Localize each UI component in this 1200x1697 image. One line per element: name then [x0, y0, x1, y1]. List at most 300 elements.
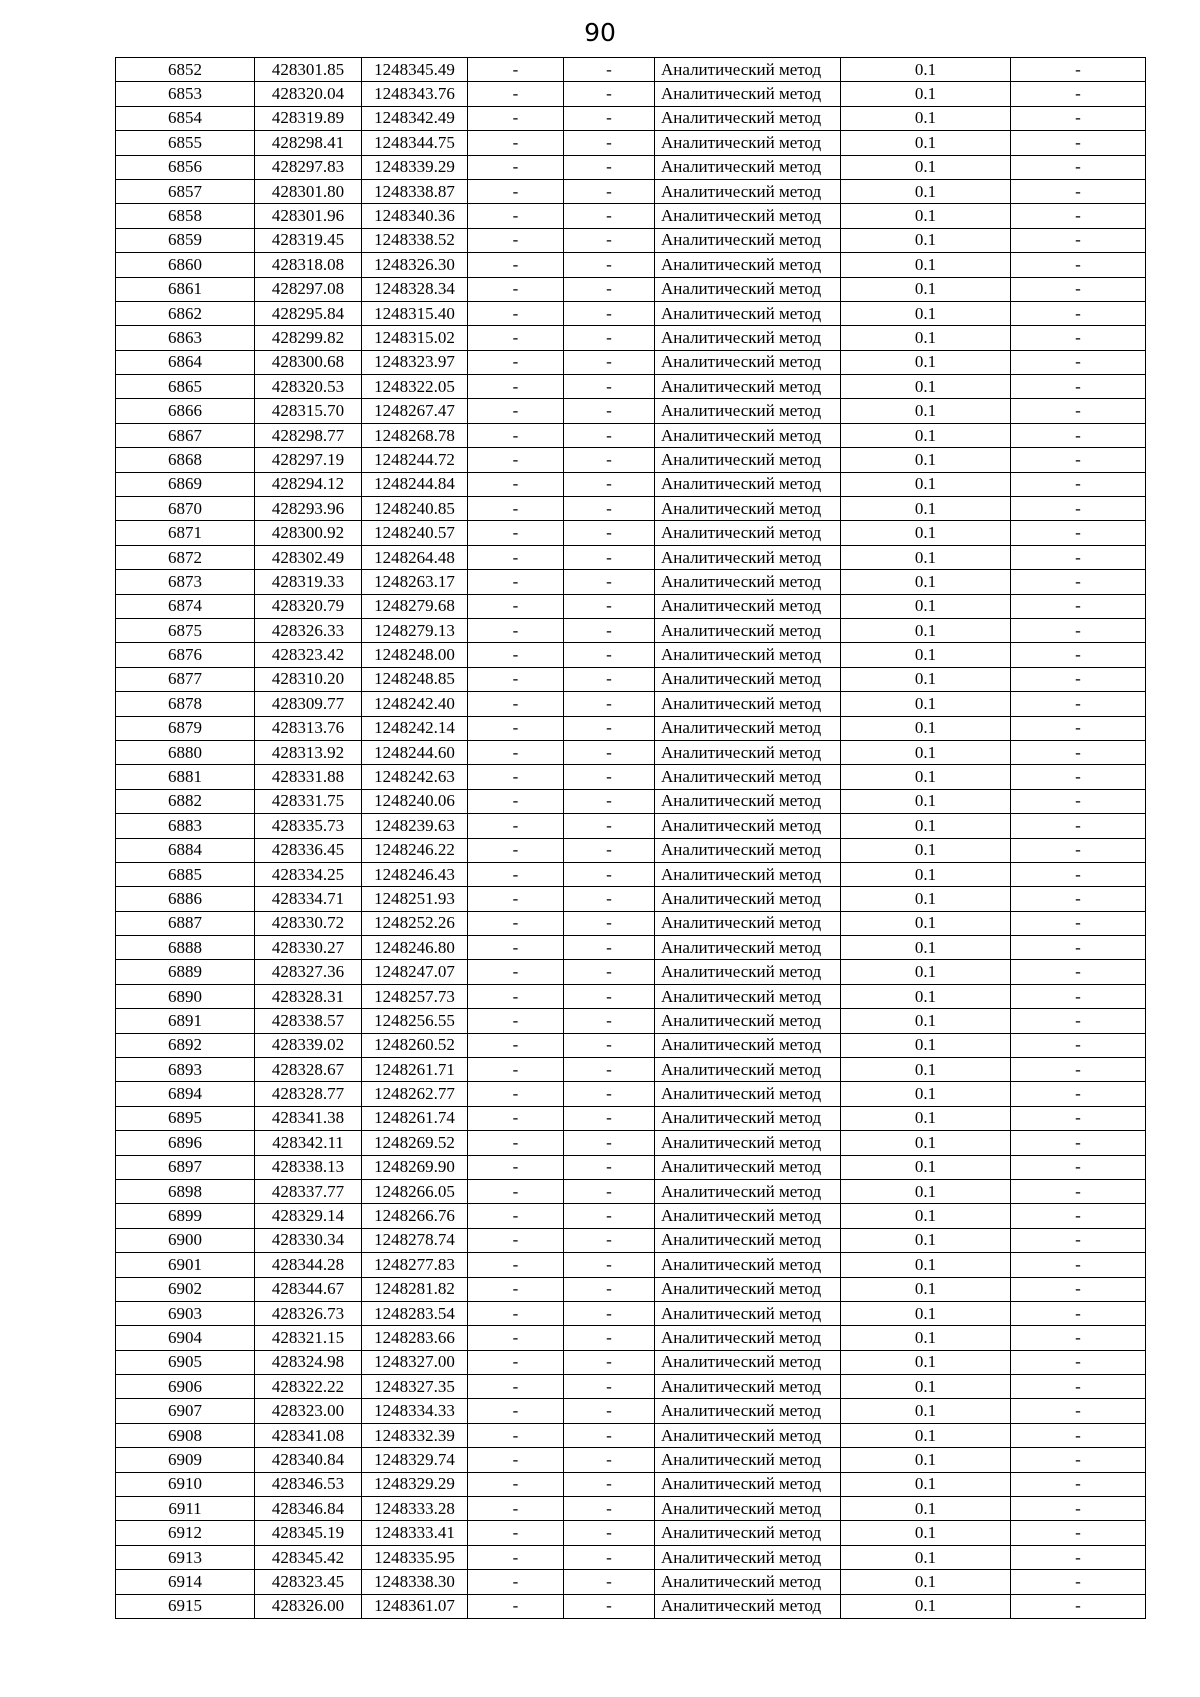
method-cell: Аналитический метод — [655, 253, 841, 277]
empty-cell-3: - — [1011, 521, 1146, 545]
precision-cell: 0.1 — [841, 716, 1011, 740]
x-coordinate-cell: 428342.11 — [255, 1131, 362, 1155]
point-number-cell: 6868 — [116, 448, 255, 472]
x-coordinate-cell: 428346.53 — [255, 1472, 362, 1496]
point-number-cell: 6912 — [116, 1521, 255, 1545]
table-row — [116, 814, 1146, 838]
empty-cell-1: - — [468, 131, 564, 155]
x-coordinate-cell: 428297.83 — [255, 155, 362, 179]
precision-cell: 0.1 — [841, 1350, 1011, 1374]
table-row — [116, 765, 1146, 789]
table-row — [116, 350, 1146, 374]
empty-cell-3: - — [1011, 1570, 1146, 1594]
y-coordinate-cell: 1248338.30 — [362, 1570, 468, 1594]
empty-cell-3: - — [1011, 643, 1146, 667]
empty-cell-3: - — [1011, 179, 1146, 203]
table-row — [116, 545, 1146, 569]
x-coordinate-cell: 428328.77 — [255, 1082, 362, 1106]
y-coordinate-cell: 1248278.74 — [362, 1228, 468, 1252]
point-number-cell: 6864 — [116, 350, 255, 374]
y-coordinate-cell: 1248332.39 — [362, 1423, 468, 1447]
empty-cell-2: - — [564, 399, 655, 423]
point-number-cell: 6915 — [116, 1594, 255, 1618]
precision-cell: 0.1 — [841, 1228, 1011, 1252]
x-coordinate-cell: 428301.85 — [255, 58, 362, 82]
empty-cell-2: - — [564, 1228, 655, 1252]
point-number-cell: 6887 — [116, 911, 255, 935]
method-cell: Аналитический метод — [655, 789, 841, 813]
empty-cell-1: - — [468, 1375, 564, 1399]
empty-cell-2: - — [564, 423, 655, 447]
table-row — [116, 1204, 1146, 1228]
precision-cell: 0.1 — [841, 1253, 1011, 1277]
precision-cell: 0.1 — [841, 618, 1011, 642]
empty-cell-1: - — [468, 350, 564, 374]
empty-cell-2: - — [564, 740, 655, 764]
method-cell: Аналитический метод — [655, 594, 841, 618]
empty-cell-2: - — [564, 1204, 655, 1228]
y-coordinate-cell: 1248260.52 — [362, 1033, 468, 1057]
method-cell: Аналитический метод — [655, 1155, 841, 1179]
point-number-cell: 6862 — [116, 301, 255, 325]
y-coordinate-cell: 1248327.00 — [362, 1350, 468, 1374]
empty-cell-1: - — [468, 594, 564, 618]
precision-cell: 0.1 — [841, 1521, 1011, 1545]
y-coordinate-cell: 1248246.80 — [362, 936, 468, 960]
precision-cell: 0.1 — [841, 1301, 1011, 1325]
precision-cell: 0.1 — [841, 1131, 1011, 1155]
precision-cell: 0.1 — [841, 643, 1011, 667]
point-number-cell: 6914 — [116, 1570, 255, 1594]
empty-cell-3: - — [1011, 1521, 1146, 1545]
method-cell: Аналитический метод — [655, 692, 841, 716]
x-coordinate-cell: 428346.84 — [255, 1497, 362, 1521]
point-number-cell: 6899 — [116, 1204, 255, 1228]
empty-cell-3: - — [1011, 204, 1146, 228]
empty-cell-1: - — [468, 1033, 564, 1057]
table-row — [116, 984, 1146, 1008]
point-number-cell: 6857 — [116, 179, 255, 203]
y-coordinate-cell: 1248239.63 — [362, 814, 468, 838]
x-coordinate-cell: 428320.79 — [255, 594, 362, 618]
precision-cell: 0.1 — [841, 472, 1011, 496]
empty-cell-3: - — [1011, 301, 1146, 325]
empty-cell-3: - — [1011, 960, 1146, 984]
precision-cell: 0.1 — [841, 1082, 1011, 1106]
empty-cell-3: - — [1011, 667, 1146, 691]
table-row — [116, 1131, 1146, 1155]
empty-cell-2: - — [564, 1423, 655, 1447]
empty-cell-2: - — [564, 692, 655, 716]
method-cell: Аналитический метод — [655, 960, 841, 984]
method-cell: Аналитический метод — [655, 1204, 841, 1228]
point-number-cell: 6910 — [116, 1472, 255, 1496]
point-number-cell: 6896 — [116, 1131, 255, 1155]
empty-cell-2: - — [564, 618, 655, 642]
method-cell: Аналитический метод — [655, 814, 841, 838]
empty-cell-3: - — [1011, 1204, 1146, 1228]
y-coordinate-cell: 1248329.29 — [362, 1472, 468, 1496]
table-row — [116, 399, 1146, 423]
point-number-cell: 6877 — [116, 667, 255, 691]
empty-cell-3: - — [1011, 277, 1146, 301]
empty-cell-2: - — [564, 131, 655, 155]
empty-cell-3: - — [1011, 1253, 1146, 1277]
precision-cell: 0.1 — [841, 375, 1011, 399]
method-cell: Аналитический метод — [655, 1277, 841, 1301]
x-coordinate-cell: 428330.27 — [255, 936, 362, 960]
table-row — [116, 277, 1146, 301]
method-cell: Аналитический метод — [655, 618, 841, 642]
empty-cell-1: - — [468, 911, 564, 935]
point-number-cell: 6898 — [116, 1179, 255, 1203]
empty-cell-1: - — [468, 1082, 564, 1106]
empty-cell-3: - — [1011, 1350, 1146, 1374]
y-coordinate-cell: 1248329.74 — [362, 1448, 468, 1472]
empty-cell-1: - — [468, 301, 564, 325]
point-number-cell: 6894 — [116, 1082, 255, 1106]
y-coordinate-cell: 1248247.07 — [362, 960, 468, 984]
precision-cell: 0.1 — [841, 1423, 1011, 1447]
table-row — [116, 1423, 1146, 1447]
empty-cell-1: - — [468, 1009, 564, 1033]
method-cell: Аналитический метод — [655, 667, 841, 691]
point-number-cell: 6909 — [116, 1448, 255, 1472]
y-coordinate-cell: 1248261.74 — [362, 1106, 468, 1130]
table-row — [116, 838, 1146, 862]
point-number-cell: 6869 — [116, 472, 255, 496]
point-number-cell: 6890 — [116, 984, 255, 1008]
y-coordinate-cell: 1248338.52 — [362, 228, 468, 252]
y-coordinate-cell: 1248268.78 — [362, 423, 468, 447]
empty-cell-3: - — [1011, 1497, 1146, 1521]
empty-cell-1: - — [468, 618, 564, 642]
y-coordinate-cell: 1248322.05 — [362, 375, 468, 399]
y-coordinate-cell: 1248240.85 — [362, 497, 468, 521]
empty-cell-3: - — [1011, 1301, 1146, 1325]
empty-cell-2: - — [564, 155, 655, 179]
y-coordinate-cell: 1248242.63 — [362, 765, 468, 789]
table-row — [116, 1228, 1146, 1252]
empty-cell-3: - — [1011, 814, 1146, 838]
x-coordinate-cell: 428297.19 — [255, 448, 362, 472]
table-row — [116, 692, 1146, 716]
point-number-cell: 6908 — [116, 1423, 255, 1447]
method-cell: Аналитический метод — [655, 716, 841, 740]
y-coordinate-cell: 1248333.41 — [362, 1521, 468, 1545]
point-number-cell: 6897 — [116, 1155, 255, 1179]
method-cell: Аналитический метод — [655, 228, 841, 252]
point-number-cell: 6895 — [116, 1106, 255, 1130]
y-coordinate-cell: 1248244.72 — [362, 448, 468, 472]
empty-cell-3: - — [1011, 984, 1146, 1008]
empty-cell-1: - — [468, 448, 564, 472]
y-coordinate-cell: 1248315.02 — [362, 326, 468, 350]
x-coordinate-cell: 428338.57 — [255, 1009, 362, 1033]
empty-cell-1: - — [468, 326, 564, 350]
empty-cell-3: - — [1011, 1155, 1146, 1179]
precision-cell: 0.1 — [841, 1545, 1011, 1569]
point-number-cell: 6892 — [116, 1033, 255, 1057]
empty-cell-2: - — [564, 814, 655, 838]
empty-cell-1: - — [468, 1277, 564, 1301]
method-cell: Аналитический метод — [655, 1009, 841, 1033]
point-number-cell: 6874 — [116, 594, 255, 618]
precision-cell: 0.1 — [841, 1448, 1011, 1472]
method-cell: Аналитический метод — [655, 765, 841, 789]
empty-cell-1: - — [468, 960, 564, 984]
x-coordinate-cell: 428301.96 — [255, 204, 362, 228]
method-cell: Аналитический метод — [655, 204, 841, 228]
point-number-cell: 6852 — [116, 58, 255, 82]
precision-cell: 0.1 — [841, 204, 1011, 228]
table-row — [116, 155, 1146, 179]
table-row — [116, 960, 1146, 984]
point-number-cell: 6876 — [116, 643, 255, 667]
empty-cell-2: - — [564, 765, 655, 789]
empty-cell-1: - — [468, 106, 564, 130]
precision-cell: 0.1 — [841, 1594, 1011, 1618]
precision-cell: 0.1 — [841, 789, 1011, 813]
precision-cell: 0.1 — [841, 984, 1011, 1008]
empty-cell-1: - — [468, 1448, 564, 1472]
x-coordinate-cell: 428294.12 — [255, 472, 362, 496]
table-row — [116, 472, 1146, 496]
y-coordinate-cell: 1248361.07 — [362, 1594, 468, 1618]
method-cell: Аналитический метод — [655, 570, 841, 594]
x-coordinate-cell: 428327.36 — [255, 960, 362, 984]
empty-cell-3: - — [1011, 716, 1146, 740]
table-row — [116, 58, 1146, 82]
table-row — [116, 936, 1146, 960]
precision-cell: 0.1 — [841, 277, 1011, 301]
empty-cell-3: - — [1011, 618, 1146, 642]
empty-cell-2: - — [564, 277, 655, 301]
empty-cell-3: - — [1011, 911, 1146, 935]
x-coordinate-cell: 428297.08 — [255, 277, 362, 301]
empty-cell-2: - — [564, 667, 655, 691]
y-coordinate-cell: 1248315.40 — [362, 301, 468, 325]
empty-cell-2: - — [564, 1497, 655, 1521]
y-coordinate-cell: 1248344.75 — [362, 131, 468, 155]
empty-cell-2: - — [564, 448, 655, 472]
x-coordinate-cell: 428341.38 — [255, 1106, 362, 1130]
empty-cell-3: - — [1011, 375, 1146, 399]
empty-cell-1: - — [468, 1521, 564, 1545]
empty-cell-3: - — [1011, 887, 1146, 911]
y-coordinate-cell: 1248279.13 — [362, 618, 468, 642]
y-coordinate-cell: 1248261.71 — [362, 1058, 468, 1082]
point-number-cell: 6900 — [116, 1228, 255, 1252]
point-number-cell: 6907 — [116, 1399, 255, 1423]
method-cell: Аналитический метод — [655, 1253, 841, 1277]
table-row — [116, 204, 1146, 228]
empty-cell-1: - — [468, 1497, 564, 1521]
point-number-cell: 6906 — [116, 1375, 255, 1399]
empty-cell-2: - — [564, 326, 655, 350]
table-body — [116, 58, 1146, 1619]
y-coordinate-cell: 1248244.60 — [362, 740, 468, 764]
x-coordinate-cell: 428328.31 — [255, 984, 362, 1008]
precision-cell: 0.1 — [841, 131, 1011, 155]
empty-cell-3: - — [1011, 1082, 1146, 1106]
y-coordinate-cell: 1248323.97 — [362, 350, 468, 374]
point-number-cell: 6871 — [116, 521, 255, 545]
table-row — [116, 521, 1146, 545]
precision-cell: 0.1 — [841, 1399, 1011, 1423]
y-coordinate-cell: 1248240.57 — [362, 521, 468, 545]
empty-cell-3: - — [1011, 1009, 1146, 1033]
empty-cell-1: - — [468, 1399, 564, 1423]
empty-cell-1: - — [468, 399, 564, 423]
x-coordinate-cell: 428339.02 — [255, 1033, 362, 1057]
empty-cell-1: - — [468, 643, 564, 667]
method-cell: Аналитический метод — [655, 1082, 841, 1106]
empty-cell-2: - — [564, 58, 655, 82]
empty-cell-1: - — [468, 521, 564, 545]
empty-cell-1: - — [468, 472, 564, 496]
y-coordinate-cell: 1248269.90 — [362, 1155, 468, 1179]
point-number-cell: 6855 — [116, 131, 255, 155]
point-number-cell: 6893 — [116, 1058, 255, 1082]
point-number-cell: 6913 — [116, 1545, 255, 1569]
method-cell: Аналитический метод — [655, 1521, 841, 1545]
empty-cell-3: - — [1011, 1399, 1146, 1423]
empty-cell-3: - — [1011, 692, 1146, 716]
table-row — [116, 1155, 1146, 1179]
method-cell: Аналитический метод — [655, 1497, 841, 1521]
y-coordinate-cell: 1248334.33 — [362, 1399, 468, 1423]
empty-cell-3: - — [1011, 1179, 1146, 1203]
empty-cell-1: - — [468, 814, 564, 838]
point-number-cell: 6902 — [116, 1277, 255, 1301]
precision-cell: 0.1 — [841, 82, 1011, 106]
empty-cell-3: - — [1011, 570, 1146, 594]
point-number-cell: 6866 — [116, 399, 255, 423]
precision-cell: 0.1 — [841, 399, 1011, 423]
empty-cell-1: - — [468, 765, 564, 789]
method-cell: Аналитический метод — [655, 1448, 841, 1472]
empty-cell-3: - — [1011, 1106, 1146, 1130]
point-number-cell: 6859 — [116, 228, 255, 252]
table-row — [116, 1253, 1146, 1277]
empty-cell-2: - — [564, 472, 655, 496]
precision-cell: 0.1 — [841, 326, 1011, 350]
y-coordinate-cell: 1248242.14 — [362, 716, 468, 740]
point-number-cell: 6881 — [116, 765, 255, 789]
precision-cell: 0.1 — [841, 1204, 1011, 1228]
empty-cell-1: - — [468, 984, 564, 1008]
empty-cell-1: - — [468, 1179, 564, 1203]
empty-cell-2: - — [564, 1375, 655, 1399]
point-number-cell: 6872 — [116, 545, 255, 569]
empty-cell-2: - — [564, 375, 655, 399]
precision-cell: 0.1 — [841, 1277, 1011, 1301]
x-coordinate-cell: 428345.19 — [255, 1521, 362, 1545]
empty-cell-2: - — [564, 82, 655, 106]
table-row — [116, 911, 1146, 935]
table-row — [116, 497, 1146, 521]
x-coordinate-cell: 428331.75 — [255, 789, 362, 813]
x-coordinate-cell: 428299.82 — [255, 326, 362, 350]
empty-cell-3: - — [1011, 326, 1146, 350]
empty-cell-2: - — [564, 1301, 655, 1325]
empty-cell-1: - — [468, 1545, 564, 1569]
empty-cell-3: - — [1011, 740, 1146, 764]
x-coordinate-cell: 428326.00 — [255, 1594, 362, 1618]
empty-cell-3: - — [1011, 1131, 1146, 1155]
empty-cell-3: - — [1011, 82, 1146, 106]
precision-cell: 0.1 — [841, 497, 1011, 521]
x-coordinate-cell: 428319.33 — [255, 570, 362, 594]
y-coordinate-cell: 1248244.84 — [362, 472, 468, 496]
point-number-cell: 6886 — [116, 887, 255, 911]
x-coordinate-cell: 428321.15 — [255, 1326, 362, 1350]
x-coordinate-cell: 428322.22 — [255, 1375, 362, 1399]
point-number-cell: 6860 — [116, 253, 255, 277]
method-cell: Аналитический метод — [655, 350, 841, 374]
table-row — [116, 643, 1146, 667]
empty-cell-2: - — [564, 1545, 655, 1569]
empty-cell-3: - — [1011, 58, 1146, 82]
method-cell: Аналитический метод — [655, 326, 841, 350]
empty-cell-2: - — [564, 1131, 655, 1155]
table-row — [116, 228, 1146, 252]
empty-cell-2: - — [564, 1058, 655, 1082]
table-row — [116, 326, 1146, 350]
method-cell: Аналитический метод — [655, 1570, 841, 1594]
table-row — [116, 740, 1146, 764]
empty-cell-2: - — [564, 497, 655, 521]
precision-cell: 0.1 — [841, 1497, 1011, 1521]
empty-cell-1: - — [468, 1253, 564, 1277]
y-coordinate-cell: 1248277.83 — [362, 1253, 468, 1277]
x-coordinate-cell: 428330.34 — [255, 1228, 362, 1252]
empty-cell-2: - — [564, 1521, 655, 1545]
empty-cell-3: - — [1011, 1033, 1146, 1057]
x-coordinate-cell: 428300.92 — [255, 521, 362, 545]
table-row — [116, 1570, 1146, 1594]
y-coordinate-cell: 1248283.54 — [362, 1301, 468, 1325]
page-number: 90 — [584, 18, 616, 47]
empty-cell-1: - — [468, 58, 564, 82]
empty-cell-2: - — [564, 716, 655, 740]
x-coordinate-cell: 428313.76 — [255, 716, 362, 740]
empty-cell-3: - — [1011, 862, 1146, 886]
y-coordinate-cell: 1248267.47 — [362, 399, 468, 423]
table-row — [116, 1277, 1146, 1301]
method-cell: Аналитический метод — [655, 448, 841, 472]
method-cell: Аналитический метод — [655, 1375, 841, 1399]
method-cell: Аналитический метод — [655, 497, 841, 521]
empty-cell-2: - — [564, 350, 655, 374]
precision-cell: 0.1 — [841, 228, 1011, 252]
method-cell: Аналитический метод — [655, 1594, 841, 1618]
empty-cell-1: - — [468, 1155, 564, 1179]
precision-cell: 0.1 — [841, 58, 1011, 82]
table-row — [116, 1106, 1146, 1130]
x-coordinate-cell: 428293.96 — [255, 497, 362, 521]
empty-cell-1: - — [468, 838, 564, 862]
empty-cell-2: - — [564, 1009, 655, 1033]
table-row — [116, 1350, 1146, 1374]
empty-cell-1: - — [468, 253, 564, 277]
empty-cell-2: - — [564, 1106, 655, 1130]
empty-cell-1: - — [468, 887, 564, 911]
empty-cell-3: - — [1011, 936, 1146, 960]
empty-cell-2: - — [564, 545, 655, 569]
method-cell: Аналитический метод — [655, 1179, 841, 1203]
